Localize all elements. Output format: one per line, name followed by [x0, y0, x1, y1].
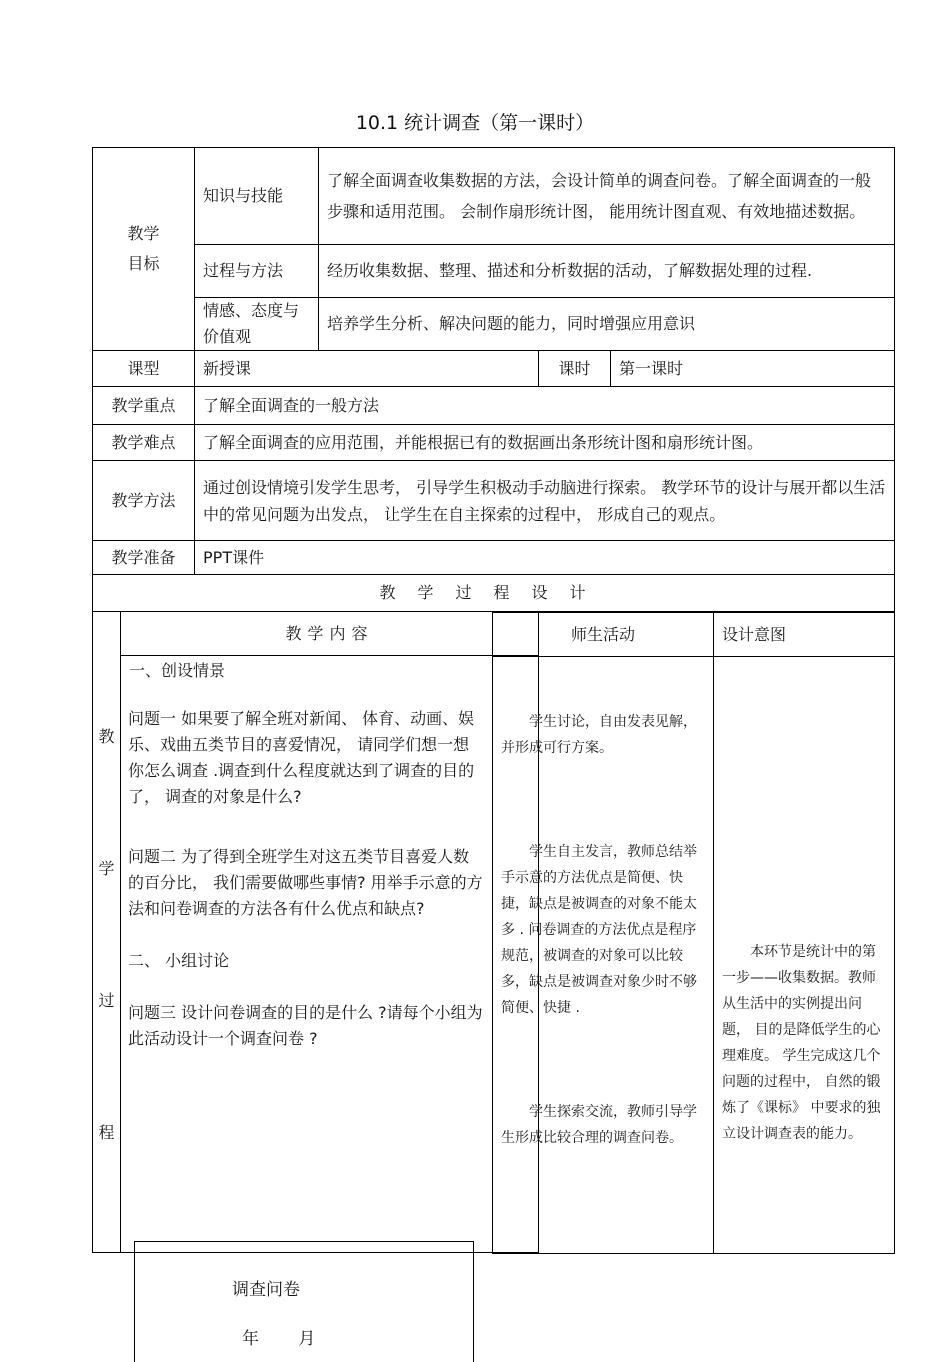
knowledge-text: 了解全面调查收集数据的方法，会设计简单的调查问卷。了解全面调查的一般步骤和适用范围。 会制作扇形统计图， 能用统计图直观、有效地描述数据。: [319, 148, 895, 245]
document-title: 10.1 统计调查（第一课时）: [355, 112, 595, 134]
survey-date: 年 月: [242, 1329, 316, 1349]
process-side-label: 教 学 过 程: [93, 612, 121, 1253]
emotion-label: 情感、态度与价值观: [195, 298, 319, 351]
intent-1: 本环节是统计中的第一步——收集数据。教师从生活中的实例提出问题， 目的是降低学生的心理难度。 学生完成这几个问题的过程中， 自然的锻炼了《课标》 中要求的独立设计调查表的能力。: [722, 944, 881, 1142]
activity-3: 学生探索交流，教师引导学生形成比较合理的调查问卷。: [501, 1104, 697, 1146]
intent-cell: [714, 657, 895, 1254]
difficulty-value: 了解全面调查的应用范围，并能根据已有的数据画出条形统计图和扇形统计图。: [195, 425, 895, 461]
column-header-content: 教学内容: [121, 612, 539, 656]
lesson-type-label: 课型: [93, 351, 195, 387]
lesson-type-value: 新授课: [195, 351, 539, 387]
process-method-label: 过程与方法: [195, 245, 319, 298]
question-3: 问题三 设计问卷调查的目的是什么 ?请每个小组为此活动设计一个调查问卷 ?: [128, 1003, 483, 1048]
method-label: 教学方法: [93, 461, 195, 541]
section-1-title: 一、创设情景: [129, 661, 226, 680]
knowledge-label: 知识与技能: [195, 148, 319, 245]
activity-cell: [493, 657, 714, 1254]
method-value: 通过创设情境引发学生思考， 引导学生积极动手动脑进行探索。 教学环节的设计与展开都以生活中的常见问题为出发点， 让学生在自主探索的过程中， 形成自己的观点。: [195, 461, 895, 541]
activity-2: 学生自主发言，教师总结举手示意的方法优点是简便、快捷，缺点是被调查的对象不能太多 . 问卷调查的方法优点是程序规范，被调查的对象可以比较多，缺点是被调查对象少时不够简便、快捷 .: [501, 844, 697, 1016]
process-banner: 教学过程设计: [93, 575, 895, 612]
question-2: 问题二 为了得到全班学生对这五类节目喜爱人数的百分比， 我们需要做哪些事情? 用举手示意的方法和问卷调查的方法各有什么优点和缺点?: [128, 847, 483, 918]
content-questions: [128, 706, 484, 1052]
objectives-label: 教学 目标: [93, 148, 195, 351]
column-header-activity: 师生活动: [493, 613, 714, 657]
period-label: 课时: [539, 351, 611, 387]
survey-title: 调查问卷: [232, 1280, 300, 1300]
preparation-value: PPT课件: [195, 541, 895, 575]
column-header-intent: 设计意图: [714, 613, 895, 657]
preparation-label: 教学准备: [93, 541, 195, 575]
process-right-columns: [492, 612, 895, 1254]
process-method-text: 经历收集数据、整理、描述和分析数据的活动，了解数据处理的过程.: [319, 245, 895, 298]
period-value: 第一课时: [611, 351, 895, 387]
difficulty-label: 教学难点: [93, 425, 195, 461]
emotion-text: 培养学生分析、解决问题的能力，同时增强应用意识: [319, 298, 895, 351]
activity-1: 学生讨论，自由发表见解，并形成可行方案。: [501, 714, 697, 756]
section-2-title: 二、 小组讨论: [128, 951, 230, 970]
question-1: 问题一 如果要了解全班对新闻、 体育、动画、娱乐、戏曲五类节目的喜爱情况， 请同学们想一想你怎么调查 .调查到什么程度就达到了调查的目的了， 调查的对象是什么?: [128, 709, 475, 806]
key-point-label: 教学重点: [93, 387, 195, 425]
key-point-value: 了解全面调查的一般方法: [195, 387, 895, 425]
